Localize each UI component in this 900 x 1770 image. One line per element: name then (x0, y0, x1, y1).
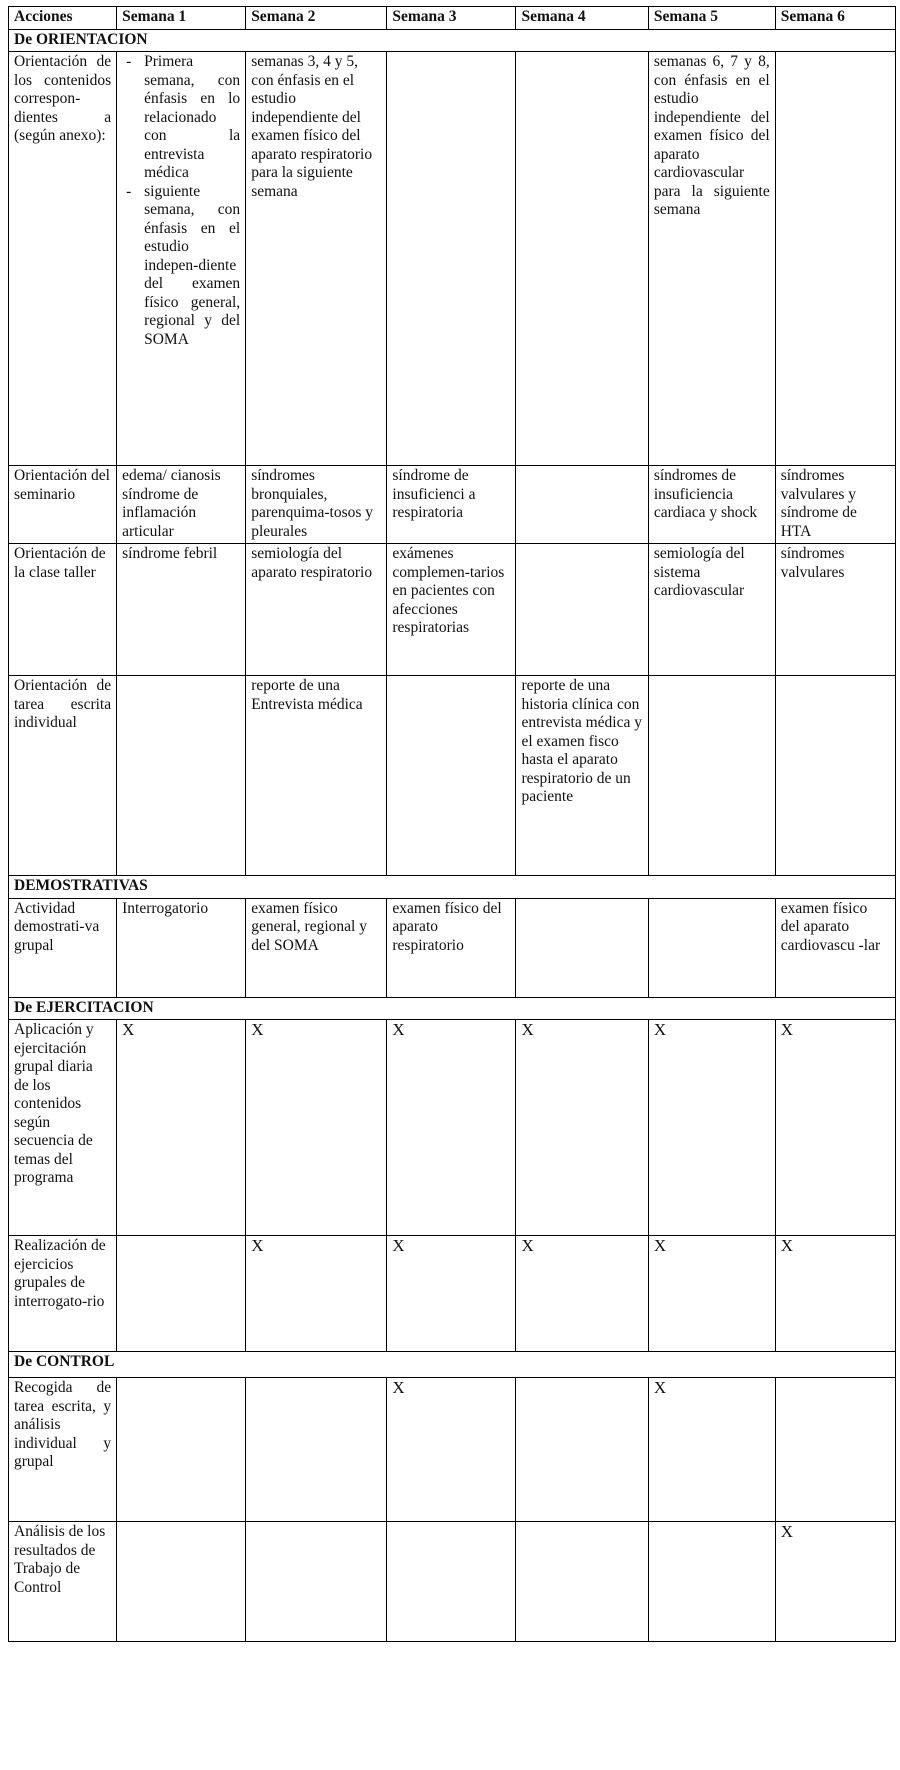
semana-6-cell: X (775, 1020, 895, 1236)
header-row (9, 7, 896, 30)
semana-6-cell (775, 676, 895, 876)
semana-6-cell (775, 1378, 895, 1522)
accion-cell: Análisis de los resultados de Trabajo de Control (9, 1522, 117, 1642)
header-semana-5: Semana 5 (648, 7, 775, 30)
accion-cell: Aplicación y ejercitación grupal diaria de los contenidos según secuencia de temas del programa (9, 1020, 117, 1236)
list-item: - Primera semana, con énfasis en lo relacionado con la entrevista médica (122, 53, 240, 183)
semana-1-cell (117, 52, 246, 466)
section-title: De ORIENTACION (9, 29, 896, 52)
section-title: DEMOSTRATIVAS (9, 876, 896, 899)
header-semana-4: Semana 4 (516, 7, 648, 30)
semana-1-cell (117, 676, 246, 876)
semana-3-cell: X (387, 1020, 516, 1236)
semana-5-cell: X (648, 1236, 775, 1352)
section-control (9, 1352, 896, 1378)
list-item: - siguiente semana, con énfasis en el estudio indepen-diente del examen físico general, regional y del SOMA (122, 183, 240, 350)
semana-3-cell: examen físico del aparato respiratorio (387, 898, 516, 997)
table-row (9, 1522, 896, 1642)
semana-3-cell: X (387, 1378, 516, 1522)
section-demostrativas (9, 876, 896, 899)
accion-cell: Realización de ejercicios grupales de interrogato-rio (9, 1236, 117, 1352)
accion-cell: Orientación de tarea escrita individual (9, 676, 117, 876)
semana-4-cell (516, 1378, 648, 1522)
table-row (9, 544, 896, 676)
semana-2-cell: reporte de una Entrevista médica (246, 676, 387, 876)
semana-6-cell: síndromes valvulares (775, 544, 895, 676)
accion-cell: Orientación de la clase taller (9, 544, 117, 676)
semana-2-cell: examen físico general, regional y del SOMA (246, 898, 387, 997)
accion-cell: Orientación del seminario (9, 466, 117, 544)
semana-6-cell: X (775, 1522, 895, 1642)
bullet-list (122, 53, 240, 349)
table-row (9, 1378, 896, 1522)
semana-1-cell (117, 1378, 246, 1522)
semana-3-cell (387, 1522, 516, 1642)
semana-3-cell: exámenes complemen-tarios en pacientes con afecciones respiratorias (387, 544, 516, 676)
semana-1-cell: X (117, 1020, 246, 1236)
semana-6-cell: examen físico del aparato cardiovascu -lar (775, 898, 895, 997)
semana-4-cell (516, 1522, 648, 1642)
table-row (9, 1020, 896, 1236)
semana-1-cell (117, 1236, 246, 1352)
semana-4-cell: reporte de una historia clínica con entrevista médica y el examen fisco hasta el aparato respiratorio de un paciente (516, 676, 648, 876)
header-semana-6: Semana 6 (775, 7, 895, 30)
semana-3-cell (387, 52, 516, 466)
header-semana-3: Semana 3 (387, 7, 516, 30)
section-orientacion (9, 29, 896, 52)
semana-4-cell (516, 898, 648, 997)
table-row (9, 676, 896, 876)
semana-1-cell: edema/ cianosis síndrome de inflamación articular (117, 466, 246, 544)
semana-4-cell: X (516, 1236, 648, 1352)
plan-table (8, 6, 896, 1642)
semana-2-cell: X (246, 1020, 387, 1236)
section-title: De EJERCITACION (9, 997, 896, 1020)
section-title: De CONTROL (9, 1352, 896, 1378)
semana-6-cell: X (775, 1236, 895, 1352)
semana-3-cell: X (387, 1236, 516, 1352)
semana-5-cell: X (648, 1020, 775, 1236)
semana-1-cell: Interrogatorio (117, 898, 246, 997)
accion-cell: Orientación de los contenidos correspon-dientes a (según anexo): (9, 52, 117, 466)
semana-2-cell (246, 1522, 387, 1642)
accion-cell: Actividad demostrati-va grupal (9, 898, 117, 997)
semana-3-cell: síndrome de insuficienci a respiratoria (387, 466, 516, 544)
table-row (9, 1236, 896, 1352)
header-acciones: Acciones (9, 7, 117, 30)
semana-5-cell: semiología del sistema cardiovascular (648, 544, 775, 676)
semana-4-cell: X (516, 1020, 648, 1236)
semana-2-cell: X (246, 1236, 387, 1352)
semana-5-cell: semanas 6, 7 y 8, con énfasis en el estudio independiente del examen físico del aparato cardiovascular para la siguiente semana (648, 52, 775, 466)
semana-6-cell: síndromes valvulares y síndrome de HTA (775, 466, 895, 544)
table-row (9, 52, 896, 466)
semana-1-cell (117, 1522, 246, 1642)
section-ejercitacion (9, 997, 896, 1020)
accion-cell: Recogida de tarea escrita, y análisis individual y grupal (9, 1378, 117, 1522)
semana-2-cell (246, 1378, 387, 1522)
semana-6-cell (775, 52, 895, 466)
semana-1-cell: síndrome febril (117, 544, 246, 676)
header-semana-2: Semana 2 (246, 7, 387, 30)
semana-5-cell: síndromes de insuficiencia cardiaca y shock (648, 466, 775, 544)
table-row (9, 898, 896, 997)
table-row (9, 466, 896, 544)
semana-5-cell: X (648, 1378, 775, 1522)
semana-3-cell (387, 676, 516, 876)
semana-4-cell (516, 544, 648, 676)
semana-2-cell: semiología del aparato respiratorio (246, 544, 387, 676)
header-semana-1: Semana 1 (117, 7, 246, 30)
semana-2-cell: síndromes bronquiales, parenquima-tosos y pleurales (246, 466, 387, 544)
semana-4-cell (516, 466, 648, 544)
semana-2-cell: semanas 3, 4 y 5, con énfasis en el estudio independiente del examen físico del aparato respiratorio para la siguiente semana (246, 52, 387, 466)
semana-4-cell (516, 52, 648, 466)
semana-5-cell (648, 676, 775, 876)
semana-5-cell (648, 898, 775, 997)
semana-5-cell (648, 1522, 775, 1642)
